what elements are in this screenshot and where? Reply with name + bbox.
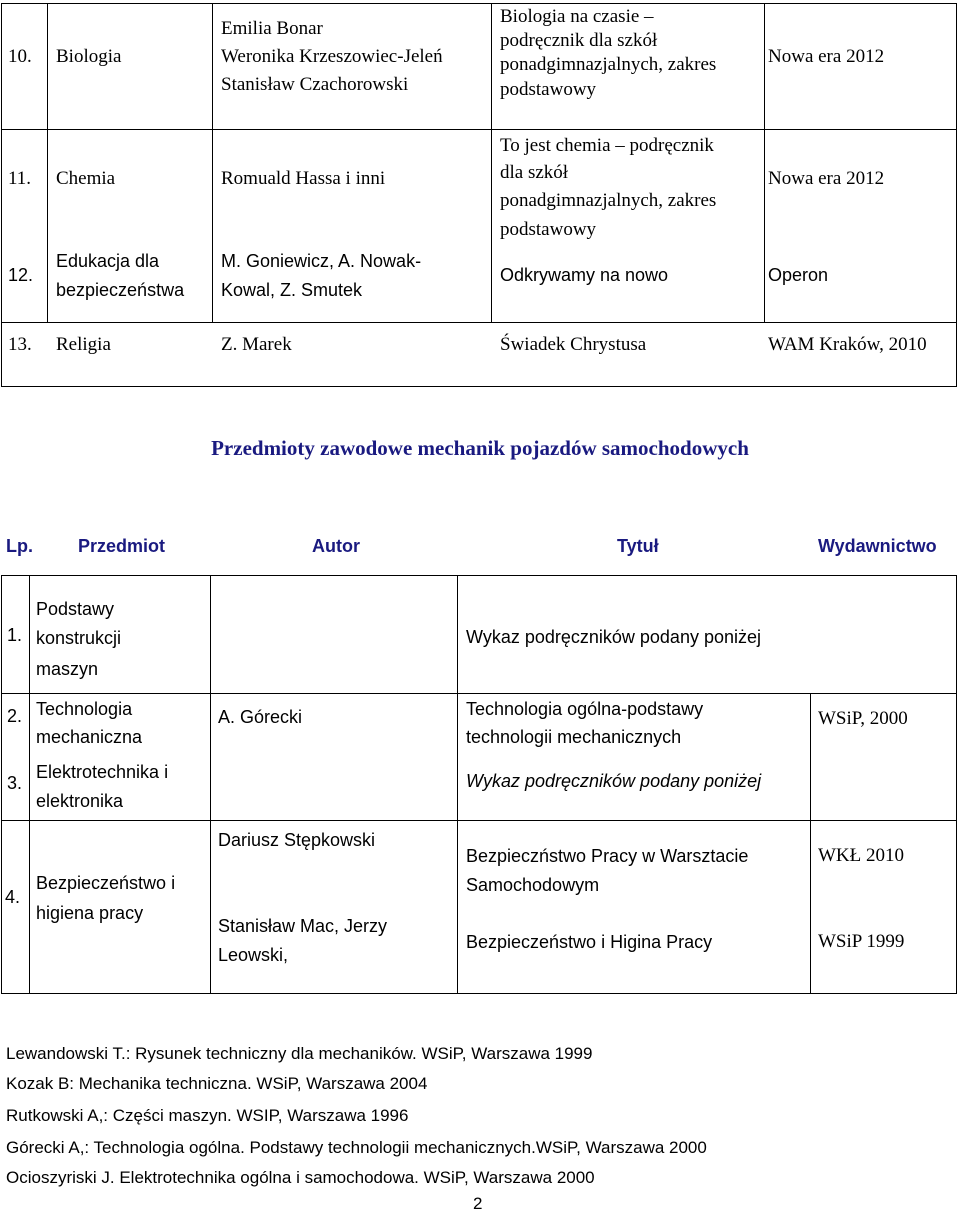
column-header-publisher: Wydawnictwo — [818, 536, 937, 556]
row-1-subject: maszyn — [36, 659, 99, 679]
row-12-publisher: Operon — [768, 265, 829, 285]
table-1-col-divider — [212, 3, 213, 323]
row-11-title-line: To jest chemia – podręcznik — [500, 135, 714, 156]
table-2-col-divider — [210, 575, 211, 994]
row-2-lp: 2. — [7, 706, 23, 726]
row-10-lp: 10. — [8, 46, 32, 67]
row-1-subject: Podstawy — [36, 599, 115, 619]
row-4-author: Leowski, — [218, 945, 289, 965]
table-1-left-border — [1, 3, 2, 387]
bibliography-item: Górecki A,: Technologia ogólna. Podstawy technologii mechanicznych.WSiP, Warszawa 2000 — [6, 1138, 707, 1157]
row-4-subject: higiena pracy — [36, 903, 144, 923]
row-11-lp: 11. — [8, 168, 32, 189]
row-11-subject: Chemia — [56, 168, 116, 189]
column-header-lp: Lp. — [6, 536, 33, 556]
row-4-title: Samochodowym — [466, 875, 600, 895]
row-2-title: technologii mechanicznych — [466, 727, 682, 747]
table-2-col-divider — [29, 575, 30, 994]
row-4-publisher: WKŁ 2010 — [818, 845, 905, 866]
row-10-title-line: ponadgimnazjalnych, zakres — [500, 54, 717, 75]
row-2-title: Technologia ogólna-podstawy — [466, 699, 704, 719]
table-2-header-divider — [1, 575, 957, 576]
row-3-subject: Elektrotechnika i — [36, 762, 169, 782]
bibliography-item: Ocioszyriski J. Elektrotechnika ogólna i samochodowa. WSiP, Warszawa 2000 — [6, 1168, 595, 1187]
row-4-title: Bezpieczństwo Pracy w Warsztacie — [466, 846, 749, 866]
row-10-publisher: Nowa era 2012 — [768, 46, 885, 67]
table-2-bottom-border — [1, 993, 957, 994]
row-12-author: Kowal, Z. Smutek — [221, 280, 363, 300]
row-12-lp: 12. — [8, 265, 34, 285]
row-12-title: Odkrywamy na nowo — [500, 265, 669, 285]
page-number: 2 — [473, 1194, 483, 1213]
table-2-col-divider — [457, 575, 458, 994]
row-11-title-line: ponadgimnazjalnych, zakres — [500, 190, 717, 211]
column-header-subject: Przedmiot — [78, 536, 166, 556]
row-1-lp: 1. — [7, 625, 23, 645]
row-3-title: Wykaz podręczników podany poniżej — [466, 771, 762, 791]
row-11-title-line: podstawowy — [500, 219, 597, 240]
row-10-title-line: Biologia na czasie – — [500, 6, 654, 27]
row-4-publisher: WSiP 1999 — [818, 931, 905, 952]
row-11-publisher: Nowa era 2012 — [768, 168, 885, 189]
table-1-top-border — [1, 3, 957, 4]
table-1-col-divider — [491, 3, 492, 323]
table-2-right-border — [956, 575, 957, 994]
row-2-subject: mechaniczna — [36, 727, 143, 747]
table-1-col-divider — [47, 3, 48, 323]
bibliography-item: Kozak B: Mechanika techniczna. WSiP, Warszawa 2004 — [6, 1074, 428, 1093]
row-13-publisher: WAM Kraków, 2010 — [768, 334, 927, 355]
row-13-lp: 13. — [8, 334, 32, 355]
row-2-author: A. Górecki — [218, 707, 303, 727]
row-13-title: Świadek Chrystusa — [500, 334, 647, 355]
bibliography-item: Lewandowski T.: Rysunek techniczny dla mechaników. WSiP, Warszawa 1999 — [6, 1044, 593, 1063]
table-2-col-divider — [810, 693, 811, 994]
row-10-author: Weronika Krzeszowiec-Jeleń — [221, 46, 443, 67]
bibliography-item: Rutkowski A,: Części maszyn. WSIP, Warszawa 1996 — [6, 1106, 409, 1125]
row-11-author: Romuald Hassa i inni — [221, 168, 386, 189]
row-2-publisher: WSiP, 2000 — [818, 708, 908, 729]
section-heading: Przedmioty zawodowe mechanik pojazdów samochodowych — [211, 436, 749, 460]
row-10-author: Emilia Bonar — [221, 18, 323, 39]
row-12-subject: Edukacja dla — [56, 251, 160, 271]
row-13-subject: Religia — [56, 334, 111, 355]
row-11-title-line: dla szkół — [500, 162, 569, 183]
row-1-title: Wykaz podręczników podany poniżej — [466, 627, 761, 647]
table-1-col-divider — [764, 3, 765, 323]
table-2-left-border — [1, 575, 2, 994]
row-12-subject: bezpieczeństwa — [56, 280, 185, 300]
row-4-author: Dariusz Stępkowski — [218, 830, 376, 850]
row-3-subject: elektronika — [36, 791, 124, 811]
row-3-lp: 3. — [7, 773, 23, 793]
row-4-author: Stanisław Mac, Jerzy — [218, 916, 388, 936]
table-1-row-divider — [1, 322, 957, 323]
row-4-subject: Bezpieczeństwo i — [36, 873, 176, 893]
row-10-subject: Biologia — [56, 46, 122, 67]
row-10-title-line: podstawowy — [500, 79, 597, 100]
row-12-author: M. Goniewicz, A. Nowak- — [221, 251, 422, 271]
table-2-row-divider — [1, 820, 957, 821]
column-header-title: Tytuł — [617, 536, 659, 556]
table-1-bottom-border — [1, 386, 957, 387]
row-1-subject: konstrukcji — [36, 628, 122, 648]
row-13-author: Z. Marek — [221, 334, 292, 355]
table-1-right-border — [956, 3, 957, 387]
row-10-title-line: podręcznik dla szkół — [500, 30, 658, 51]
row-4-lp: 4. — [5, 887, 21, 907]
row-2-subject: Technologia — [36, 699, 133, 719]
row-10-author: Stanisław Czachorowski — [221, 74, 409, 95]
table-1-row-divider — [1, 129, 957, 130]
column-header-author: Autor — [312, 536, 360, 556]
table-2-row-divider — [1, 693, 957, 694]
row-4-title: Bezpieczeństwo i Higina Pracy — [466, 932, 713, 952]
